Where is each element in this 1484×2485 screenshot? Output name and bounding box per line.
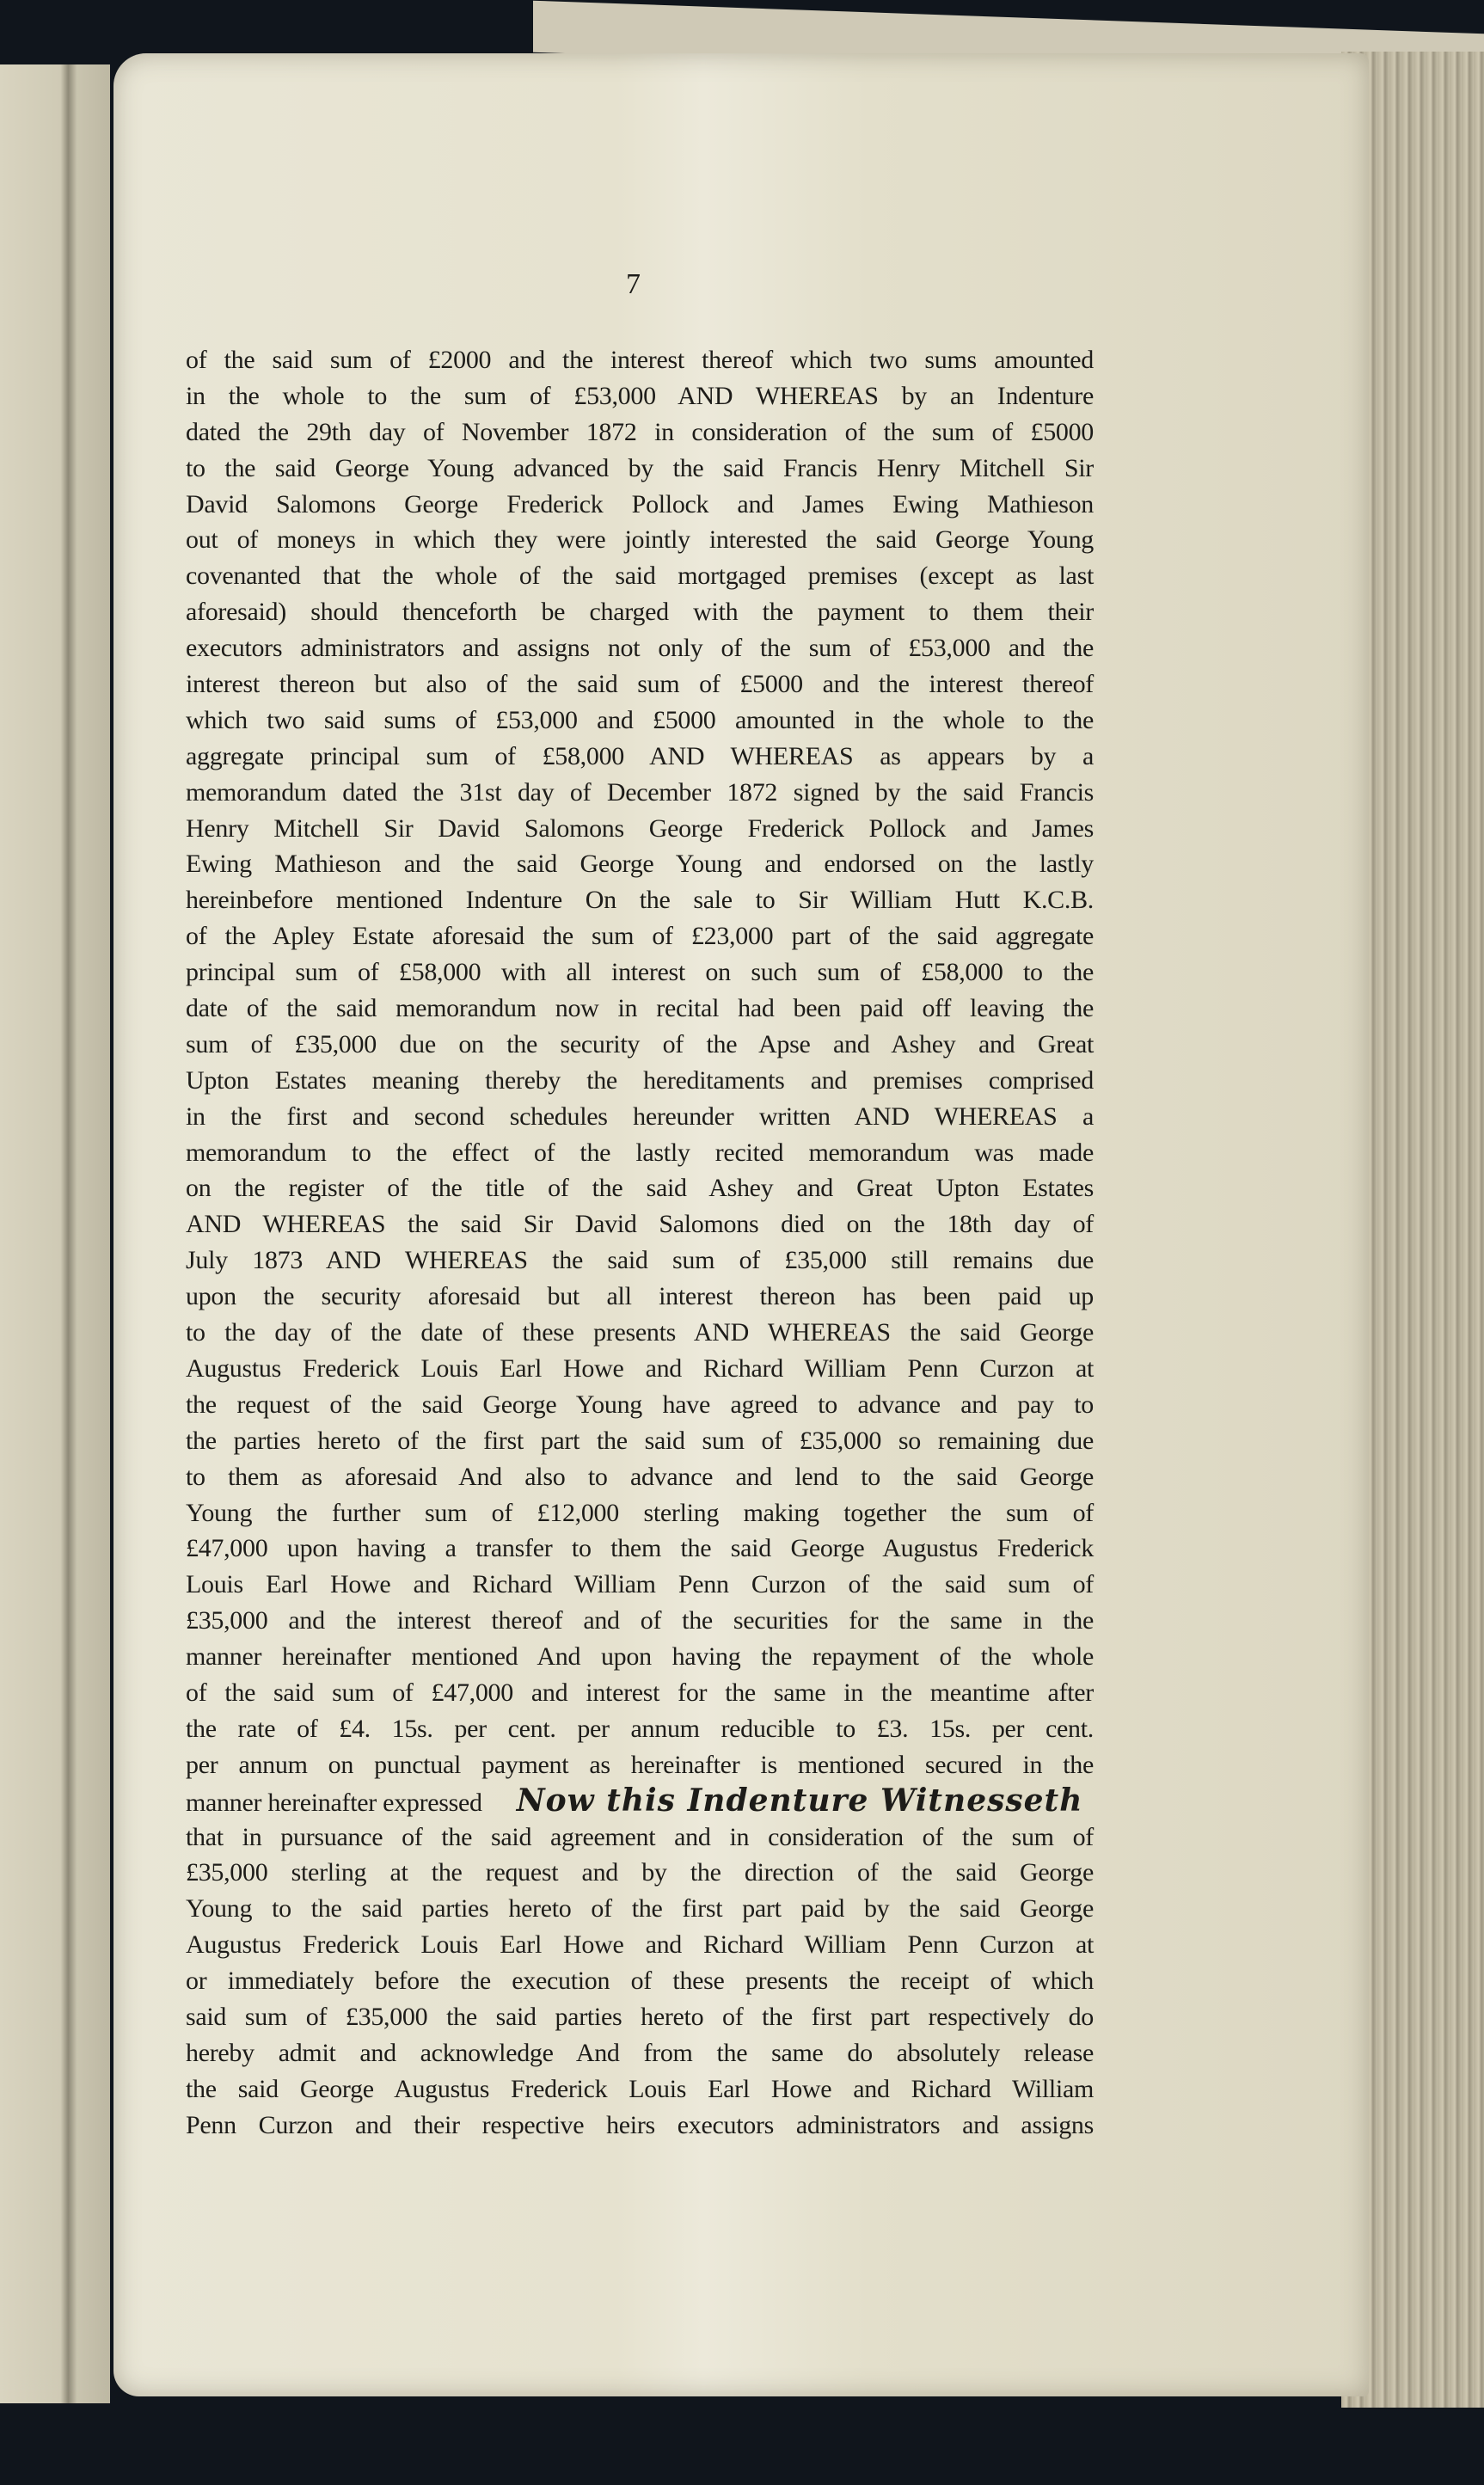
witnesseth-heading: Now this Indenture Witnesseth bbox=[516, 1782, 1083, 1819]
text-line: to them as aforesaid And also to advance and lend to the said George bbox=[186, 1462, 1094, 1491]
text-line: the parties hereto of the first part the said sum of £35,000 so remaining due bbox=[186, 1426, 1094, 1455]
text-line: July 1873 AND WHEREAS the said sum of £35,000 still remains due bbox=[186, 1246, 1094, 1275]
text-line: executors administrators and assigns not only of the sum of £53,000 and the bbox=[186, 634, 1094, 663]
text-line: on the register of the title of the said Ashey and Great Upton Estates bbox=[186, 1174, 1094, 1203]
text-line: which two said sums of £53,000 and £5000 amounted in the whole to the bbox=[186, 705, 1094, 734]
text-line: or immediately before the execution of these presents the receipt of which bbox=[186, 1967, 1094, 1996]
text-line: in the first and second schedules hereunder written AND WHEREAS a bbox=[186, 1101, 1094, 1131]
text-line: Penn Curzon and their respective heirs executors administrators and assigns bbox=[186, 2110, 1094, 2139]
text-line: Ewing Mathieson and the said George Young and endorsed on the lastly bbox=[186, 850, 1094, 879]
left-page-edge bbox=[0, 64, 110, 2403]
witness-line bbox=[186, 1783, 1094, 1819]
text-line: upon the security aforesaid but all interest thereon has been paid up bbox=[186, 1282, 1094, 1311]
witness-prefix: manner hereinafter expressed bbox=[186, 1788, 482, 1817]
text-line: of the said sum of £47,000 and interest for the same in the meantime after bbox=[186, 1678, 1094, 1707]
text-line: memorandum to the effect of the lastly recited memorandum was made bbox=[186, 1138, 1094, 1167]
text-line: aforesaid) should thenceforth be charged with the payment to them their bbox=[186, 598, 1094, 627]
text-line: to the day of the date of these presents AND WHEREAS the said George bbox=[186, 1318, 1094, 1347]
text-line: £35,000 sterling at the request and by the direction of the said George bbox=[186, 1858, 1094, 1887]
text-line: Augustus Frederick Louis Earl Howe and Richard William Penn Curzon at bbox=[186, 1930, 1094, 1960]
text-line: that in pursuance of the said agreement and in consideration of the sum of bbox=[186, 1822, 1094, 1851]
text-line: said sum of £35,000 the said parties hereto of the first part respectively do bbox=[186, 2002, 1094, 2031]
text-line: hereby admit and acknowledge And from the same do absolutely release bbox=[186, 2038, 1094, 2067]
text-line: Young the further sum of £12,000 sterling making together the sum of bbox=[186, 1498, 1094, 1527]
text-line: Louis Earl Howe and Richard William Penn Curzon of the said sum of bbox=[186, 1570, 1094, 1599]
text-line: dated the 29th day of November 1872 in consideration of the sum of £5000 bbox=[186, 417, 1094, 446]
text-line: date of the said memorandum now in recital had been paid off leaving the bbox=[186, 994, 1094, 1023]
text-line: per annum on punctual payment as hereinafter is mentioned secured in the bbox=[186, 1750, 1094, 1779]
text-line: Upton Estates meaning thereby the hereditaments and premises comprised bbox=[186, 1065, 1094, 1095]
text-line: £47,000 upon having a transfer to them the said George Augustus Frederick bbox=[186, 1534, 1094, 1563]
text-line: of the Apley Estate aforesaid the sum of £23,000 part of the said aggregate bbox=[186, 922, 1094, 951]
document-body bbox=[186, 342, 1094, 2144]
text-line: principal sum of £58,000 with all interest on such sum of £58,000 to the bbox=[186, 958, 1094, 987]
text-line: to the said George Young advanced by the said Francis Henry Mitchell Sir bbox=[186, 453, 1094, 482]
text-line: the request of the said George Young have agreed to advance and pay to bbox=[186, 1390, 1094, 1419]
text-line: AND WHEREAS the said Sir David Salomons died on the 18th day of bbox=[186, 1210, 1094, 1239]
text-line: the rate of £4. 15s. per cent. per annum reducible to £3. 15s. per cent. bbox=[186, 1714, 1094, 1743]
text-line: David Salomons George Frederick Pollock and James Ewing Mathieson bbox=[186, 489, 1094, 518]
text-line: interest thereon but also of the said sum of £5000 and the interest thereof bbox=[186, 670, 1094, 699]
page-number: 7 bbox=[626, 268, 641, 300]
text-line: Young to the said parties hereto of the first part paid by the said George bbox=[186, 1894, 1094, 1924]
text-line: out of moneys in which they were jointly interested the said George Young bbox=[186, 525, 1094, 555]
text-line: memorandum dated the 31st day of December 1872 signed by the said Francis bbox=[186, 777, 1094, 807]
text-line: Henry Mitchell Sir David Salomons George Frederick Pollock and James bbox=[186, 813, 1094, 843]
text-line: manner hereinafter mentioned And upon having the repayment of the whole bbox=[186, 1642, 1094, 1672]
text-line: of the said sum of £2000 and the interest thereof which two sums amounted bbox=[186, 346, 1094, 374]
text-line: covenanted that the whole of the said mortgaged premises (except as last bbox=[186, 561, 1094, 591]
text-line: Augustus Frederick Louis Earl Howe and Richard William Penn Curzon at bbox=[186, 1353, 1094, 1383]
text-line: the said George Augustus Frederick Louis Earl Howe and Richard William bbox=[186, 2074, 1094, 2103]
text-line: aggregate principal sum of £58,000 AND WHEREAS as appears by a bbox=[186, 741, 1094, 770]
text-line: in the whole to the sum of £53,000 AND WHEREAS by an Indenture bbox=[186, 381, 1094, 410]
text-line: sum of £35,000 due on the security of the Apse and Ashey and Great bbox=[186, 1029, 1094, 1058]
text-line: hereinbefore mentioned Indenture On the sale to Sir William Hutt K.C.B. bbox=[186, 886, 1094, 915]
text-line: £35,000 and the interest thereof and of the securities for the same in the bbox=[186, 1606, 1094, 1635]
